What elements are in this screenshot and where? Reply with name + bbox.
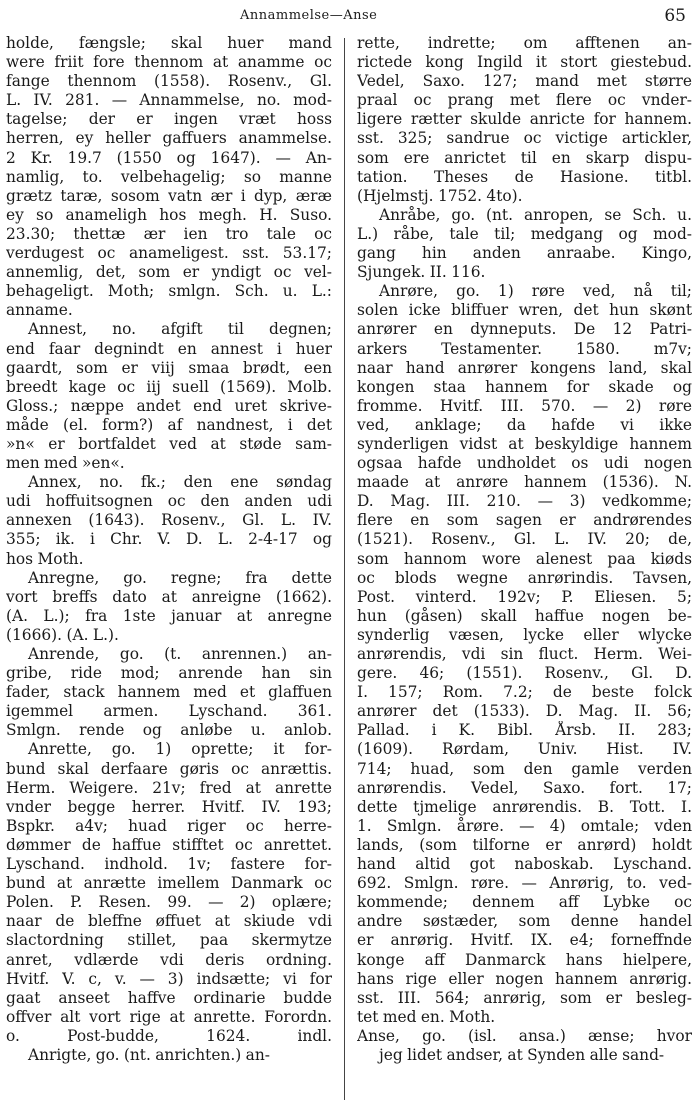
- text-line: ogsaa hafde undholdet os udi nogen: [357, 454, 692, 473]
- text-line: tagelse; der er ingen vræt hoss: [6, 110, 332, 129]
- text-line: Vedel, Saxo. 127; mand met større: [357, 72, 692, 91]
- text-line: fader, stack hannem med et glaffuen: [6, 683, 332, 702]
- text-line: udi hoffuitsognen oc den anden udi: [6, 492, 332, 511]
- text-line: tation. Theses de Hasione. titbl.: [357, 167, 692, 186]
- text-line: synderlig væsen, lycke eller wlycke: [357, 625, 692, 644]
- text-line: naar de bleffne øffuet at skiude vdi: [6, 912, 332, 931]
- text-line: Anse, go. (isl. ansa.) ænse; hvor: [357, 1026, 692, 1045]
- text-line: 23.30; thettæ ær ien tro tale oc: [6, 224, 332, 243]
- text-line: Anrende, go. (t. anrennen.) an-: [28, 645, 332, 663]
- text-line: hos Moth.: [6, 549, 84, 568]
- text-line: (Hjelmstj. 1752. 4to).: [357, 186, 523, 205]
- text-line: fange thennom (1558). Rosenv., Gl.: [6, 72, 332, 91]
- text-line: (1666). (A. L.).: [6, 625, 119, 644]
- text-line: anrørendis. Vedel, Saxo. fort. 17;: [357, 778, 692, 797]
- text-line: grætz taræ, sosom vatn ær i dyp, æræ: [6, 186, 332, 205]
- column-divider: [344, 38, 345, 1100]
- text-line: bund at anrætte imellem Danmark oc: [6, 874, 332, 893]
- text-line: ey so anameligh hos megh. H. Suso.: [6, 205, 332, 224]
- text-line: bund skal derfaare gøris oc anrættis.: [6, 759, 332, 778]
- text-line: hun (gåsen) skall haffue nogen be-: [357, 606, 692, 625]
- text-line: Anrøre, go. 1) røre ved, nå til;: [379, 282, 692, 301]
- text-line: verdugest oc anameligest. sst. 53.17;: [6, 244, 332, 263]
- text-line: breedt kage oc iij suell (1569). Molb.: [6, 377, 332, 396]
- text-line: solen icke bliffuer wren, det hun skønt: [357, 301, 692, 320]
- text-line: Bspkr. a4v; huad riger oc herre-: [6, 816, 332, 835]
- text-line: jeg lidet andser, at Synden alle sand-: [379, 1045, 665, 1064]
- text-line: sst. III. 564; anrørig, som er besleg-: [357, 988, 692, 1007]
- text-line: rictede kong Ingild it stort giestebud.: [357, 53, 692, 72]
- text-line: gang hin anden anraabe. Kingo,: [357, 244, 692, 263]
- text-line: Gloss.; næppe andet end uret skrive-: [6, 396, 332, 415]
- text-line: behageligt. Moth; smlgn. Sch. u. L.:: [6, 282, 332, 301]
- text-line: gaat anseet haffve ordinarie budde: [6, 988, 332, 1007]
- text-line: Anregne, go. regne; fra dette: [28, 568, 332, 587]
- text-line: L.) råbe, tale til; medgang og mod-: [357, 224, 692, 243]
- text-line: Polen. P. Resen. 99. — 2) oplære;: [6, 893, 332, 912]
- text-line: konge aff Danmarck hans hielpere,: [357, 950, 692, 969]
- text-line: flere en som sagen er andrørendes: [357, 511, 692, 530]
- text-line: (1521). Rosenv., Gl. L. IV. 20; de,: [357, 530, 692, 549]
- text-line: men med »en«.: [6, 454, 125, 473]
- text-line: Post. vinterd. 192v; P. Eliesen. 5;: [357, 587, 692, 606]
- text-line: vort breffs dato at anreigne (1662).: [6, 587, 332, 606]
- text-line: anret, vdlærde vdi deris ordning.: [6, 950, 332, 969]
- text-line: oc blods wegne anrørindis. Tavsen,: [357, 568, 692, 587]
- text-line: Smlgn. rende og anløbe u. anlob.: [6, 721, 332, 740]
- text-line: (1609). Rørdam, Univ. Hist. IV.: [357, 740, 692, 759]
- text-line: Lyschand. indhold. 1v; fastere for-: [6, 855, 332, 874]
- text-line: Hvitf. V. c, v. — 3) indsætte; vi for: [6, 969, 332, 988]
- text-line: gaardt, som er viij smaa brødt, een: [6, 358, 332, 377]
- text-line: Annex, no. fk.; den ene søndag: [28, 473, 332, 492]
- right-column: [357, 34, 692, 1065]
- text-line: vnder begge herrer. Hvitf. IV. 193;: [6, 797, 332, 816]
- text-line: 692. Smlgn. røre. — Anrørig, to. ved-: [357, 874, 692, 893]
- text-line: gere. 46; (1551). Rosenv., Gl. D.: [357, 664, 692, 683]
- text-line: ligere rætter skulde anricte for hannem.: [357, 110, 692, 129]
- text-line: igemmel armen. Lyschand. 361.: [6, 702, 332, 721]
- text-line: 355; ik. i Chr. V. D. L. 2-4-17 og: [6, 530, 332, 549]
- text-line: måde (el. form?) af nandnest, i det: [6, 415, 332, 434]
- text-line: andre søstæder, som denne handel: [357, 912, 692, 931]
- left-column: [6, 34, 332, 1065]
- text-line: D. Mag. III. 210. — 3) vedkomme;: [357, 492, 692, 511]
- text-line: hans rige eller nogen hannem anrørig.: [357, 969, 692, 988]
- text-line: som ere anrictet til en skarp dispu-: [357, 148, 692, 167]
- text-line: namlig, to. velbehagelig; so manne: [6, 167, 332, 186]
- text-line: fromme. Hvitf. III. 570. — 2) røre: [357, 396, 692, 415]
- text-line: anrører det (1533). D. Mag. II. 56;: [357, 702, 692, 721]
- text-line: 1. Smlgn. årøre. — 4) omtale; vden: [357, 816, 692, 835]
- text-line: annexen (1643). Rosenv., Gl. L. IV.: [6, 511, 332, 530]
- text-line: maade at anrøre hannem (1536). N.: [357, 473, 692, 492]
- text-line: Anrette, go. 1) oprette; it for-: [28, 740, 332, 759]
- running-title: Annammelse—Anse: [240, 8, 378, 23]
- text-line: tet med en. Moth.: [357, 1007, 496, 1026]
- text-line: holde, fængsle; skal huer mand: [6, 34, 332, 52]
- text-line: 714; huad, som den gamle verden: [357, 759, 692, 778]
- text-line: L. IV. 281. — Annammelse, no. mod-: [6, 91, 332, 110]
- text-line: anname.: [6, 301, 73, 320]
- text-line: annemlig, det, som er yndigt oc vel-: [6, 263, 332, 282]
- text-line: gribe, ride mod; anrende han sin: [6, 664, 332, 683]
- text-line: offver alt vort rige at anrette. Forordn.: [6, 1007, 332, 1026]
- text-line: herren, ey heller gaffuers anammelse.: [6, 129, 332, 148]
- text-line: o. Post-budde, 1624. indl.: [6, 1026, 332, 1045]
- text-line: anrørendis, vdi sin fluct. Herm. Wei-: [357, 645, 692, 663]
- text-line: (A. L.); fra 1ste januar at anregne: [6, 606, 332, 625]
- text-line: anrører en dynneputs. De 12 Patri-: [357, 320, 692, 339]
- text-line: naar hand anrører kongens land, skal: [357, 358, 692, 377]
- text-line: er anrørig. Hvitf. IX. e4; forneffnde: [357, 931, 692, 950]
- text-line: »n« er bortfaldet ved at støde sam-: [6, 434, 332, 453]
- text-line: lands, (som tilforne er anrørd) holdt: [357, 835, 692, 854]
- text-line: end faar degnindt en annest i huer: [6, 339, 332, 358]
- text-line: sst. 325; sandrue oc victige artickler,: [357, 129, 692, 148]
- text-line: hand altid got naboskab. Lyschand.: [357, 855, 692, 874]
- text-line: som hannom wore alenest paa kiøds: [357, 549, 692, 568]
- text-line: kongen staa hannem for skade og: [357, 377, 692, 396]
- text-line: praal oc prang met flere oc vnder-: [357, 91, 692, 110]
- text-line: 2 Kr. 19.7 (1550 og 1647). — An-: [6, 148, 332, 167]
- text-line: dømmer de haffue stifftet oc anrettet.: [6, 835, 332, 854]
- text-line: Anrigte, go. (nt. anrichten.) an-: [28, 1045, 270, 1064]
- page-number: 65: [664, 6, 686, 26]
- text-line: Annest, no. afgift til degnen;: [28, 320, 332, 339]
- text-line: I. 157; Rom. 7.2; de beste folck: [357, 683, 692, 702]
- text-line: rette, indrette; om afftenen an-: [357, 34, 692, 52]
- text-line: Sjungek. II. 116.: [357, 263, 486, 282]
- text-line: were friit fore thennom at anamme oc: [6, 53, 332, 72]
- text-line: arkers Testamenter. 1580. m7v;: [357, 339, 692, 358]
- text-line: Anråbe, go. (nt. anropen, se Sch. u.: [379, 205, 692, 224]
- page-header: [0, 6, 700, 28]
- text-line: Pallad. i K. Bibl. Årsb. II. 283;: [357, 721, 692, 740]
- text-line: synderligen vidst at beskyldige hannem: [357, 434, 692, 453]
- text-line: Herm. Weigere. 21v; fred at anrette: [6, 778, 332, 797]
- text-line: slactordning stillet, paa skermytze: [6, 931, 332, 950]
- text-line: ved, anklage; da hafde vi ikke: [357, 415, 692, 434]
- text-line: dette tjmelige anrørendis. B. Tott. I.: [357, 797, 692, 816]
- text-line: kommende; dennem aff Lybke oc: [357, 893, 692, 912]
